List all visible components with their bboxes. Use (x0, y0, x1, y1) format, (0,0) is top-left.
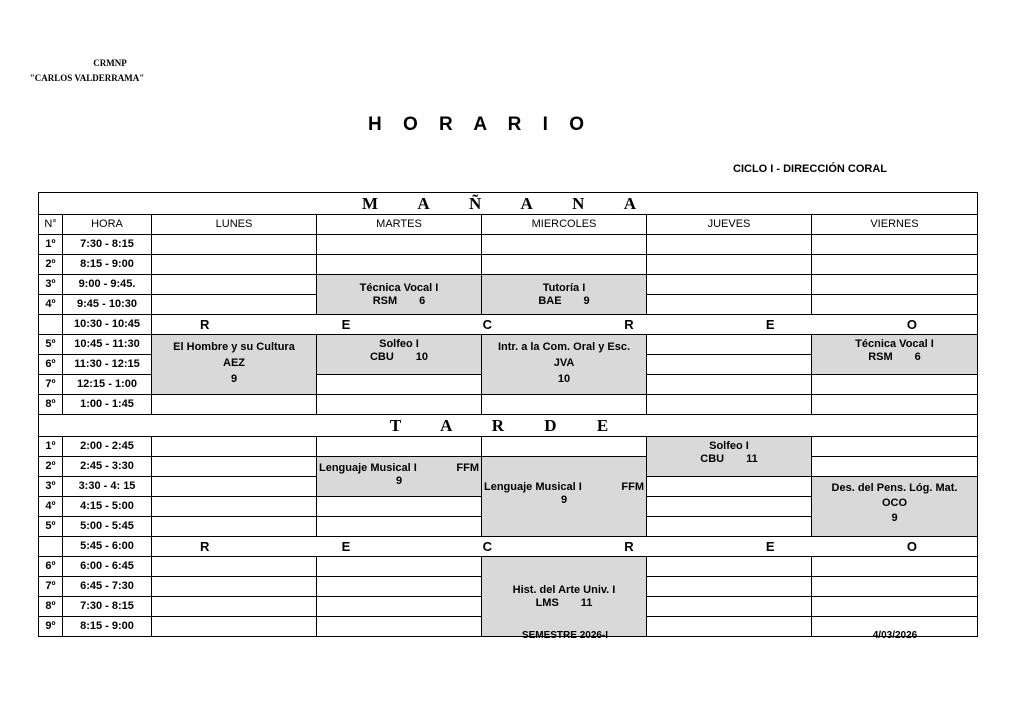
class-name: Lenguaje Musical I (319, 462, 417, 474)
semester-label: SEMESTRE 2026-I (521, 630, 609, 641)
class-room: 9 (560, 494, 568, 506)
column-header-row (39, 215, 978, 235)
class-name: Solfeo I (379, 338, 419, 350)
empty-cell (317, 517, 482, 537)
class-cell-lenguaje-musical-martes (317, 457, 482, 497)
period-number: 2º (39, 255, 63, 275)
class-name: Técnica Vocal I (855, 338, 934, 350)
institution-acronym: CRMNP (93, 58, 127, 68)
morning-band-row (39, 193, 978, 215)
recreo-letter: O (906, 317, 917, 332)
class-name: Lenguaje Musical I (484, 481, 582, 493)
col-martes-header: MARTES (317, 215, 482, 235)
class-cell-tecnica-vocal-viernes (812, 335, 978, 375)
cycle-subtitle: CICLO I - DIRECCIÓN CORAL (733, 163, 887, 175)
period-time: 12:15 - 1:00 (63, 375, 152, 395)
recreo-letter: C (482, 317, 492, 332)
period-time: 9:45 - 10:30 (63, 295, 152, 315)
period-number: 5º (39, 335, 63, 355)
period-time: 10:30 - 10:45 (63, 315, 152, 335)
period-number: 6º (39, 557, 63, 577)
period-time: 5:45 - 6:00 (63, 537, 152, 557)
morning-band: M A Ñ A N A (39, 193, 978, 215)
empty-cell (812, 457, 978, 477)
institution-name: "CARLOS VALDERRAMA" (29, 73, 145, 83)
recreo-band (152, 537, 978, 557)
empty-cell (647, 477, 812, 497)
class-cell-tutoria-miercoles (482, 275, 647, 315)
empty-cell (317, 437, 482, 457)
empty-cell (812, 437, 978, 457)
period-number: 2º (39, 457, 63, 477)
class-teacher: CBU (369, 351, 394, 363)
recreo-letter: E (341, 539, 351, 554)
empty-cell (812, 275, 978, 295)
empty-cell (812, 295, 978, 315)
period-number: 7º (39, 375, 63, 395)
afternoon-band: T A R D E (39, 415, 978, 437)
col-lunes-header: LUNES (152, 215, 317, 235)
afternoon-band-row (39, 415, 978, 437)
empty-cell (812, 577, 978, 597)
class-room: 10 (415, 351, 429, 363)
period-number: 4º (39, 497, 63, 517)
period-time: 11:30 - 12:15 (63, 355, 152, 375)
period-number: 9º (39, 617, 63, 637)
period-time: 9:00 - 9:45. (63, 275, 152, 295)
class-name: Solfeo I (709, 440, 749, 452)
period-number: 8º (39, 597, 63, 617)
col-miercoles-header: MIERCOLES (482, 215, 647, 235)
empty-cell (647, 275, 812, 295)
period-number (39, 537, 63, 557)
empty-cell (152, 457, 317, 477)
col-hora-header: HORA (63, 215, 152, 235)
empty-cell (152, 597, 317, 617)
period-time: 8:15 - 9:00 (63, 255, 152, 275)
class-name: Hist. del Arte Univ. I (512, 583, 616, 596)
period-number: 8º (39, 395, 63, 415)
class-name: Técnica Vocal I (359, 281, 439, 294)
empty-cell (482, 395, 647, 415)
class-teacher: OCO (881, 497, 908, 509)
class-teacher: LMS (535, 596, 559, 609)
recreo-letter: E (765, 539, 775, 554)
class-cell-hombre-cultura-lunes (152, 335, 317, 395)
class-cell-historia-arte-miercoles (482, 557, 647, 637)
period-time: 8:15 - 9:00 (63, 617, 152, 637)
empty-cell (317, 577, 482, 597)
empty-cell (482, 437, 647, 457)
empty-cell (152, 577, 317, 597)
period-number: 7º (39, 577, 63, 597)
period-time: 2:45 - 3:30 (63, 457, 152, 477)
class-teacher: FFM (456, 462, 479, 474)
class-room: 11 (746, 453, 758, 465)
recreo-band (152, 315, 978, 335)
empty-cell (812, 235, 978, 255)
period-number: 3º (39, 477, 63, 497)
empty-cell (152, 275, 317, 295)
table-row (39, 557, 978, 577)
empty-cell (482, 255, 647, 275)
recreo-letter: E (765, 317, 775, 332)
table-row (39, 235, 978, 255)
empty-cell (647, 395, 812, 415)
empty-cell (152, 557, 317, 577)
class-teacher: BAE (538, 294, 562, 307)
class-cell-comunicacion-miercoles (482, 335, 647, 395)
recreo-row (39, 315, 978, 335)
table-row (39, 275, 978, 295)
empty-cell (152, 255, 317, 275)
class-room: 9 (395, 475, 403, 487)
class-cell-lenguaje-musical-miercoles (482, 457, 647, 537)
period-time: 1:00 - 1:45 (63, 395, 152, 415)
period-number: 1º (39, 235, 63, 255)
empty-cell (812, 255, 978, 275)
class-room: 9 (891, 512, 898, 524)
class-teacher: AEZ (223, 357, 245, 369)
period-number: 3º (39, 275, 63, 295)
class-room: 10 (557, 373, 571, 385)
class-cell-tecnica-vocal-martes (317, 275, 482, 315)
period-time: 10:45 - 11:30 (63, 335, 152, 355)
class-name: Intr. a la Com. Oral y Esc. (497, 341, 631, 353)
empty-cell (317, 597, 482, 617)
empty-cell (152, 617, 317, 637)
empty-cell (317, 235, 482, 255)
class-cell-solfeo-martes (317, 335, 482, 375)
empty-cell (647, 335, 812, 355)
empty-cell (647, 235, 812, 255)
empty-cell (812, 557, 978, 577)
empty-cell (152, 517, 317, 537)
class-cell-pensamiento-logico-viernes (812, 477, 978, 537)
period-time: 4:15 - 5:00 (63, 497, 152, 517)
empty-cell (482, 235, 647, 255)
period-number: 5º (39, 517, 63, 537)
empty-cell (647, 355, 812, 375)
empty-cell (647, 557, 812, 577)
schedule-table (38, 192, 978, 637)
period-number: 4º (39, 295, 63, 315)
class-name: El Hombre y su Cultura (173, 341, 295, 353)
empty-cell (647, 597, 812, 617)
class-cell-solfeo-jueves (647, 437, 812, 477)
empty-cell (317, 617, 482, 637)
class-room: 6 (914, 351, 921, 363)
empty-cell (317, 497, 482, 517)
recreo-letter: C (482, 539, 492, 554)
table-row (39, 395, 978, 415)
empty-cell (152, 235, 317, 255)
class-teacher: RSM (372, 294, 398, 307)
empty-cell (152, 497, 317, 517)
recreo-letter: R (624, 539, 634, 554)
empty-cell (812, 375, 978, 395)
table-row (39, 335, 978, 355)
col-jueves-header: JUEVES (647, 215, 812, 235)
period-time: 6:45 - 7:30 (63, 577, 152, 597)
empty-cell (317, 375, 482, 395)
class-room: 11 (580, 596, 593, 609)
class-name: Des. del Pens. Lóg. Mat. (831, 482, 958, 494)
empty-cell (647, 497, 812, 517)
empty-cell (317, 557, 482, 577)
col-num-header: N° (39, 215, 63, 235)
class-room: 9 (583, 294, 590, 307)
recreo-letter: R (624, 317, 634, 332)
class-teacher: CBU (700, 453, 725, 465)
empty-cell (647, 517, 812, 537)
period-number: 1º (39, 437, 63, 457)
period-time: 5:00 - 5:45 (63, 517, 152, 537)
date-label: 4/03/2026 (872, 630, 918, 641)
empty-cell (647, 375, 812, 395)
class-teacher: RSM (868, 351, 893, 363)
empty-cell (647, 617, 812, 637)
class-room: 6 (419, 294, 426, 307)
class-room: 9 (230, 373, 238, 385)
class-teacher: FFM (621, 481, 644, 493)
period-time: 7:30 - 8:15 (63, 235, 152, 255)
empty-cell (647, 255, 812, 275)
recreo-row (39, 537, 978, 557)
empty-cell (317, 255, 482, 275)
empty-cell (152, 437, 317, 457)
period-time: 2:00 - 2:45 (63, 437, 152, 457)
empty-cell (152, 295, 317, 315)
recreo-letter: R (200, 317, 210, 332)
empty-cell (647, 295, 812, 315)
recreo-letter: E (341, 317, 351, 332)
table-row (39, 255, 978, 275)
recreo-letter: R (200, 539, 210, 554)
page-title: H O R A R I O (368, 114, 592, 135)
period-number (39, 315, 63, 335)
table-row (39, 437, 978, 457)
col-viernes-header: VIERNES (812, 215, 978, 235)
empty-cell (317, 395, 482, 415)
class-name: Tutoría I (542, 281, 586, 294)
empty-cell (812, 597, 978, 617)
period-time: 6:00 - 6:45 (63, 557, 152, 577)
period-number: 6º (39, 355, 63, 375)
period-time: 3:30 - 4: 15 (63, 477, 152, 497)
empty-cell (647, 577, 812, 597)
period-time: 7:30 - 8:15 (63, 597, 152, 617)
empty-cell (812, 395, 978, 415)
empty-cell (152, 395, 317, 415)
class-teacher: JVA (553, 357, 575, 369)
table-row (39, 457, 978, 477)
empty-cell (152, 477, 317, 497)
recreo-letter: O (906, 539, 917, 554)
